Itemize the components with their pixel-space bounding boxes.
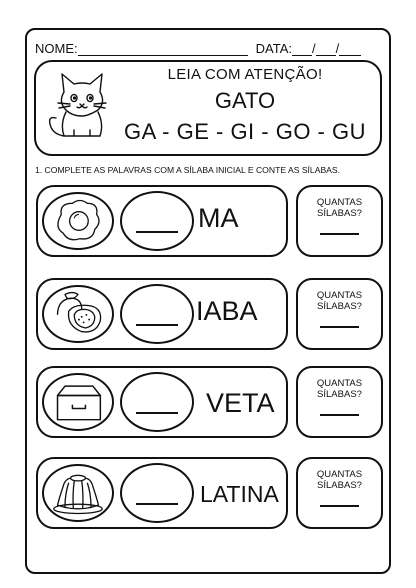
count-prompt: SÍLABAS? xyxy=(317,389,362,400)
cat-icon xyxy=(42,68,117,140)
syllable-blank[interactable] xyxy=(120,463,194,523)
exercise-card xyxy=(36,185,288,257)
date-year-field[interactable] xyxy=(339,43,361,56)
word-ending: MA xyxy=(198,203,239,233)
header-word: GATO xyxy=(214,88,276,113)
count-prompt: SÍLABAS? xyxy=(317,480,362,491)
count-line xyxy=(320,233,359,235)
syllable-blank[interactable] xyxy=(120,284,194,344)
syllable-count-box[interactable] xyxy=(296,185,383,257)
exercise-card xyxy=(36,278,288,350)
picture-oval xyxy=(42,464,114,522)
gelatin-icon xyxy=(44,466,112,520)
instruction-text: 1. COMPLETE AS PALAVRAS COM A SÍLABA INICIAL E CONTE AS SÍLABAS. xyxy=(35,165,341,175)
picture-oval xyxy=(42,285,114,343)
word-ending: LATINA xyxy=(200,481,279,507)
date-sep: / xyxy=(311,41,316,56)
picture-oval xyxy=(42,373,114,431)
count-line xyxy=(320,326,359,328)
count-prompt: QUANTAS xyxy=(316,197,363,208)
syllable-blank[interactable] xyxy=(120,372,194,432)
blank-line xyxy=(136,231,178,233)
word-ending: VETA xyxy=(206,388,275,418)
exercise-card xyxy=(36,457,288,529)
blank-line xyxy=(136,412,178,414)
count-prompt: SÍLABAS? xyxy=(317,208,362,219)
drawer-icon xyxy=(44,375,112,429)
name-date-row xyxy=(35,38,385,56)
count-prompt: QUANTAS xyxy=(316,290,363,301)
count-line xyxy=(320,414,359,416)
fried-egg-icon xyxy=(44,194,112,248)
picture-oval xyxy=(42,192,114,250)
syllable-count-box[interactable] xyxy=(296,457,383,529)
word-ending: IABA xyxy=(196,296,258,326)
blank-line xyxy=(136,503,178,505)
syllable-blank[interactable] xyxy=(120,191,194,251)
guava-icon xyxy=(44,287,112,341)
header-syllables: GA - GE - GI - GO - GU xyxy=(123,119,366,144)
count-prompt: QUANTAS xyxy=(316,378,363,389)
date-sep: / xyxy=(335,41,340,56)
date-month-field[interactable] xyxy=(316,43,336,56)
exercise-card xyxy=(36,366,288,438)
syllable-count-box[interactable] xyxy=(296,366,383,438)
count-line xyxy=(320,505,359,507)
data-label: DATA: xyxy=(255,41,292,56)
count-prompt: SÍLABAS? xyxy=(317,301,362,312)
count-prompt: QUANTAS xyxy=(316,469,363,480)
syllable-count-box[interactable] xyxy=(296,278,383,350)
blank-line xyxy=(136,324,178,326)
date-day-field[interactable] xyxy=(292,43,312,56)
nome-label: NOME: xyxy=(35,41,78,56)
nome-field[interactable] xyxy=(78,43,248,56)
header-title: LEIA COM ATENÇÃO! xyxy=(167,66,323,83)
